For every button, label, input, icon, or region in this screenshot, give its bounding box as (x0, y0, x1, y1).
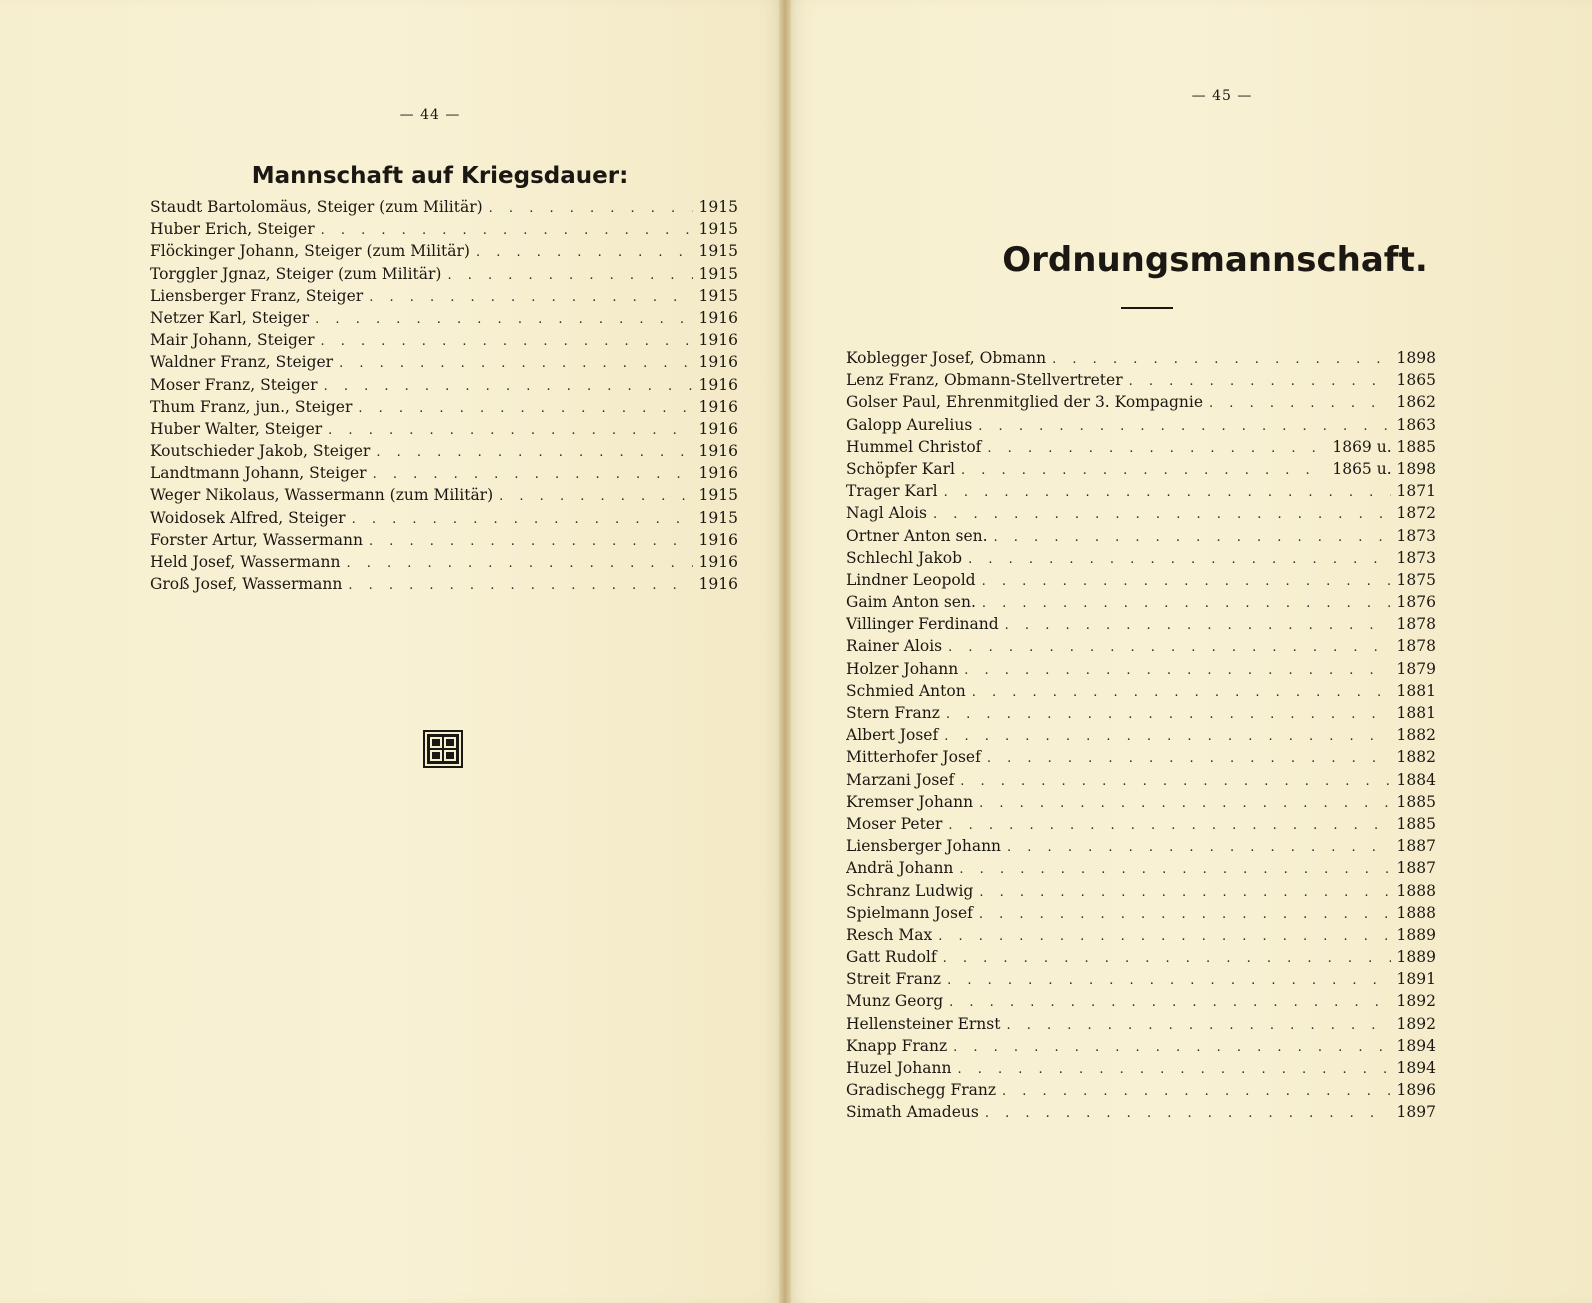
heading-rule (1121, 307, 1173, 309)
entry-year: 1875 (1396, 570, 1436, 589)
leader-dots (315, 312, 692, 327)
entry-name: Lindner Leopold (846, 570, 976, 589)
entry-year: 1873 (1396, 548, 1436, 567)
left-heading: Mannschaft auf Kriegsdauer: (251, 163, 629, 189)
leader-dots (947, 973, 1390, 988)
entry-year: 1915 (698, 508, 738, 527)
list-item (150, 398, 738, 420)
entry-year: 1892 (1396, 992, 1436, 1011)
entry-name: Thum Franz, jun., Steiger (150, 397, 353, 416)
entry-year: 1881 (1396, 681, 1436, 700)
entry-year: 1865 u. 1898 (1332, 459, 1436, 478)
right-entry-list (846, 349, 1436, 1126)
leader-dots (987, 751, 1391, 766)
list-item (846, 393, 1436, 415)
list-item (846, 992, 1436, 1014)
leader-dots (358, 401, 692, 416)
leader-dots (961, 463, 1326, 478)
left-page (0, 0, 786, 1303)
entry-year: 1915 (698, 220, 738, 239)
list-item (846, 793, 1436, 815)
entry-year: 1873 (1396, 526, 1436, 545)
entry-year: 1869 u. 1885 (1332, 437, 1436, 456)
entry-year: 1916 (698, 442, 738, 461)
entry-year: 1892 (1396, 1014, 1436, 1033)
list-item (846, 771, 1436, 793)
leader-dots (994, 530, 1391, 545)
entry-name: Mair Johann, Steiger (150, 331, 315, 350)
leader-dots (369, 290, 692, 305)
entry-year: 1916 (698, 575, 738, 594)
leader-dots (982, 596, 1391, 611)
list-item (846, 438, 1436, 460)
leader-dots (968, 552, 1390, 567)
right-page (786, 0, 1592, 1303)
entry-year: 1916 (698, 397, 738, 416)
list-item (846, 904, 1436, 926)
entry-name: Galopp Aurelius (846, 415, 973, 434)
entry-name: Koblegger Josef, Obmann (846, 349, 1047, 367)
list-item (846, 571, 1436, 593)
entry-year: 1916 (698, 353, 738, 372)
entry-name: Waldner Franz, Steiger (150, 353, 334, 372)
list-item (846, 837, 1436, 859)
entry-year: 1882 (1396, 726, 1436, 745)
entry-year: 1881 (1396, 704, 1436, 722)
entry-year: 1897 (1396, 1103, 1436, 1122)
entry-name: Gatt Rudolf (846, 948, 937, 967)
entry-name: Ortner Anton sen. (846, 526, 988, 545)
leader-dots (957, 1062, 1390, 1077)
entry-name: Schmied Anton (846, 681, 966, 700)
leader-dots (979, 907, 1391, 922)
leader-dots (348, 578, 692, 593)
entry-year: 1882 (1396, 748, 1436, 767)
list-item (846, 682, 1436, 704)
list-item (150, 331, 738, 353)
list-item (846, 970, 1436, 992)
list-item (846, 637, 1436, 659)
leader-dots (943, 951, 1391, 966)
leader-dots (948, 640, 1390, 655)
list-item (150, 442, 738, 464)
entry-name: Liensberger Johann (846, 837, 1002, 856)
entry-name: Liensberger Franz, Steiger (150, 286, 364, 305)
entry-name: Forster Artur, Wassermann (150, 530, 363, 549)
entry-year: 1916 (698, 419, 738, 438)
leader-dots (346, 556, 692, 571)
list-item (846, 1015, 1436, 1037)
entry-name: Groß Josef, Wassermann (150, 575, 343, 594)
list-item (846, 726, 1436, 748)
list-item (150, 486, 738, 508)
list-item (150, 353, 738, 375)
leader-dots (949, 995, 1390, 1010)
leader-dots (1002, 1084, 1391, 1099)
list-item (846, 660, 1436, 682)
entry-year: 1887 (1396, 837, 1436, 856)
entry-year: 1915 (698, 264, 738, 283)
leader-dots (489, 201, 693, 216)
entry-year: 1891 (1396, 970, 1436, 989)
entry-year: 1884 (1396, 770, 1436, 789)
entry-name: Stern Franz (846, 704, 940, 722)
leader-dots (321, 223, 693, 238)
leader-dots (324, 379, 693, 394)
entry-name: Rainer Alois (846, 637, 943, 656)
left-page-number: — 44 — (399, 107, 461, 123)
leader-dots (946, 707, 1391, 722)
entry-name: Held Josef, Wassermann (150, 553, 341, 571)
list-item (150, 242, 738, 264)
list-item (846, 504, 1436, 526)
entry-name: Simath Amadeus (846, 1103, 979, 1122)
entry-year: 1916 (698, 375, 738, 394)
entry-year: 1879 (1396, 659, 1436, 678)
entry-name: Golser Paul, Ehrenmitglied der 3. Kompagnie (846, 393, 1204, 412)
entry-year: 1916 (698, 308, 738, 327)
left-entry-list (150, 198, 738, 597)
entry-name: Huber Walter, Steiger (150, 419, 323, 438)
entry-name: Schöpfer Karl (846, 459, 955, 478)
list-item (846, 1037, 1436, 1059)
entry-name: Weger Nikolaus, Wassermann (zum Militär) (150, 486, 494, 505)
entry-name: Huzel Johann (846, 1059, 952, 1077)
leader-dots (982, 574, 1391, 589)
entry-year: 1863 (1396, 415, 1436, 434)
entry-name: Gradischegg Franz (846, 1081, 997, 1100)
entry-name: Huber Erich, Steiger (150, 220, 315, 239)
list-item (150, 575, 738, 597)
entry-year: 1865 (1396, 371, 1436, 390)
leader-dots (987, 441, 1326, 456)
list-item (150, 376, 738, 398)
list-item (846, 549, 1436, 571)
entry-name: Spielmann Josef (846, 903, 973, 922)
leader-dots (985, 1106, 1391, 1121)
list-item (846, 704, 1436, 726)
leader-dots (964, 663, 1390, 678)
entry-name: Munz Georg (846, 992, 944, 1011)
leader-dots (933, 507, 1391, 522)
entry-name: Koutschieder Jakob, Steiger (150, 442, 371, 461)
entry-year: 1916 (698, 530, 738, 549)
leader-dots (948, 818, 1390, 833)
entry-name: Torggler Jgnaz, Steiger (zum Militär) (150, 264, 442, 283)
entry-name: Schlechl Jakob (846, 548, 963, 567)
entry-name: Netzer Karl, Steiger (150, 308, 310, 327)
entry-name: Woidosek Alfred, Steiger (150, 508, 346, 527)
entry-year: 1862 (1396, 393, 1436, 412)
leader-dots (373, 467, 693, 482)
book-gutter (779, 0, 791, 1303)
list-item (846, 1059, 1436, 1081)
leader-dots (369, 534, 693, 549)
list-item (150, 220, 738, 242)
entry-year: 1872 (1396, 504, 1436, 523)
leader-dots (938, 929, 1390, 944)
entry-name: Streit Franz (846, 970, 942, 989)
list-item (846, 593, 1436, 615)
entry-year: 1896 (1396, 1081, 1436, 1100)
entry-name: Villinger Ferdinand (846, 615, 999, 634)
list-item (150, 420, 738, 442)
leader-dots (352, 512, 693, 527)
entry-year: 1887 (1396, 859, 1436, 878)
entry-name: Kremser Johann (846, 792, 974, 811)
entry-year: 1915 (698, 198, 738, 216)
leader-dots (1007, 840, 1391, 855)
entry-year: 1888 (1396, 881, 1436, 900)
list-item (846, 460, 1436, 482)
list-item (846, 882, 1436, 904)
list-item (150, 553, 738, 575)
entry-name: Moser Peter (846, 814, 943, 833)
entry-year: 1876 (1396, 593, 1436, 612)
entry-year: 1888 (1396, 903, 1436, 922)
list-item (150, 198, 738, 220)
leader-dots (960, 774, 1390, 789)
list-item (846, 527, 1436, 549)
list-item (846, 926, 1436, 948)
list-item (846, 1081, 1436, 1103)
right-heading: Ordnungsmannschaft. (1002, 240, 1428, 280)
list-item (846, 615, 1436, 637)
entry-name: Staudt Bartolomäus, Steiger (zum Militär) (150, 198, 483, 216)
leader-dots (376, 445, 692, 460)
list-item (150, 509, 738, 531)
leader-dots (1052, 352, 1390, 367)
leader-dots (979, 796, 1390, 811)
entry-year: 1889 (1396, 948, 1436, 967)
entry-name: Hellensteiner Ernst (846, 1014, 1001, 1033)
leader-dots (447, 268, 692, 283)
leader-dots (1129, 374, 1391, 389)
entry-year: 1894 (1396, 1036, 1436, 1055)
leader-dots (328, 423, 692, 438)
right-page-number: — 45 — (1191, 88, 1253, 104)
list-item (846, 859, 1436, 881)
square-ornament-icon (423, 730, 463, 768)
entry-year: 1898 (1396, 349, 1436, 367)
entry-year: 1878 (1396, 637, 1436, 656)
list-item (846, 349, 1436, 371)
list-item (150, 309, 738, 331)
leader-dots (476, 245, 693, 260)
entry-name: Albert Josef (846, 726, 939, 745)
leader-dots (944, 485, 1391, 500)
leader-dots (979, 885, 1390, 900)
entry-name: Schranz Ludwig (846, 881, 974, 900)
list-item (846, 815, 1436, 837)
entry-year: 1878 (1396, 615, 1436, 634)
entry-year: 1894 (1396, 1059, 1436, 1077)
list-item (846, 371, 1436, 393)
leader-dots (959, 862, 1390, 877)
entry-name: Landtmann Johann, Steiger (150, 464, 367, 483)
list-item (150, 265, 738, 287)
leader-dots (499, 489, 692, 504)
list-item (846, 482, 1436, 504)
leader-dots (972, 685, 1391, 700)
entry-name: Gaim Anton sen. (846, 593, 976, 612)
entry-name: Andrä Johann (846, 859, 954, 878)
leader-dots (1209, 396, 1391, 411)
leader-dots (339, 356, 692, 371)
entry-year: 1885 (1396, 792, 1436, 811)
entry-year: 1871 (1396, 482, 1436, 501)
entry-name: Flöckinger Johann, Steiger (zum Militär) (150, 242, 470, 261)
entry-name: Knapp Franz (846, 1036, 948, 1055)
list-item (846, 748, 1436, 770)
list-item (150, 531, 738, 553)
leader-dots (1005, 618, 1391, 633)
leader-dots (978, 419, 1390, 434)
leader-dots (944, 729, 1390, 744)
entry-year: 1885 (1396, 814, 1436, 833)
list-item (150, 287, 738, 309)
entry-name: Trager Karl (846, 482, 938, 501)
list-item (846, 948, 1436, 970)
leader-dots (320, 334, 692, 349)
entry-year: 1915 (698, 486, 738, 505)
entry-name: Mitterhofer Josef (846, 748, 981, 767)
entry-year: 1916 (698, 464, 738, 483)
entry-name: Nagl Alois (846, 504, 928, 523)
entry-year: 1916 (698, 331, 738, 350)
entry-name: Holzer Johann (846, 659, 959, 678)
entry-year: 1889 (1396, 925, 1436, 944)
entry-name: Marzani Josef (846, 770, 955, 789)
entry-year: 1915 (698, 242, 738, 261)
list-item (846, 1103, 1436, 1125)
list-item (150, 464, 738, 486)
entry-name: Hummel Christof (846, 437, 982, 456)
list-item (846, 416, 1436, 438)
entry-year: 1915 (698, 286, 738, 305)
entry-year: 1916 (698, 553, 738, 571)
entry-name: Moser Franz, Steiger (150, 375, 318, 394)
entry-name: Resch Max (846, 925, 933, 944)
leader-dots (1006, 1018, 1390, 1033)
entry-name: Lenz Franz, Obmann-Stellvertreter (846, 371, 1123, 390)
leader-dots (953, 1040, 1390, 1055)
